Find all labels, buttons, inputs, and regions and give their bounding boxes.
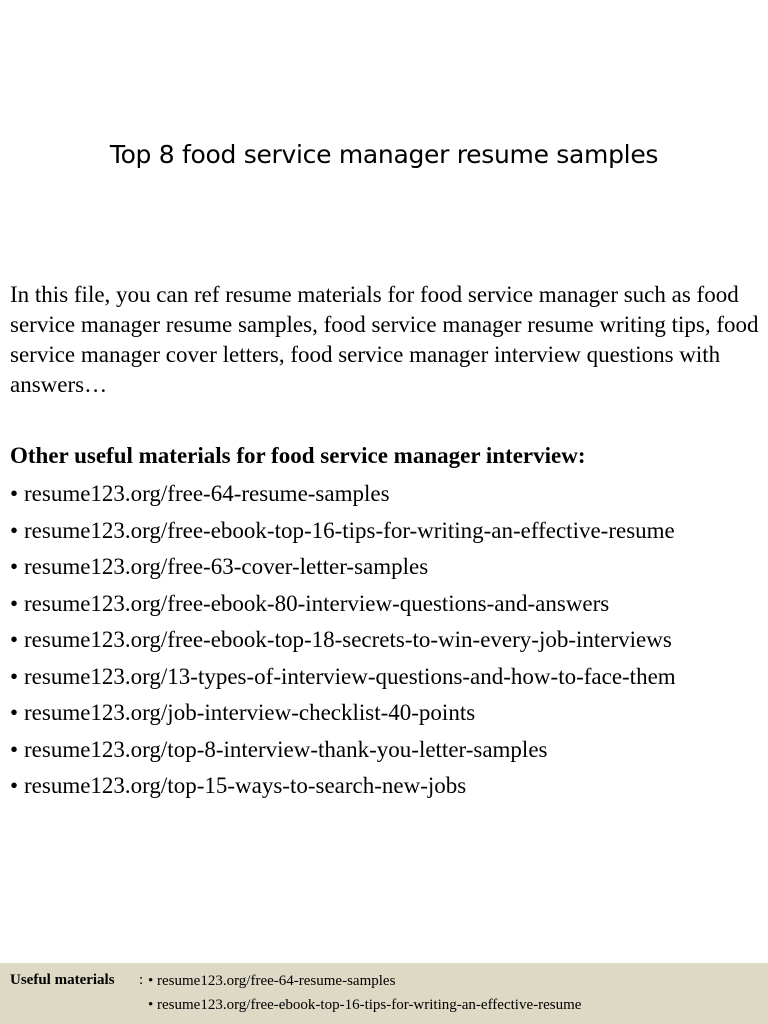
- bullet-icon: •: [10, 590, 19, 616]
- footer-bar: [0, 963, 768, 1024]
- bullet-icon: •: [10, 627, 19, 652]
- bullet-icon: •: [10, 663, 19, 689]
- list-item: [10, 478, 676, 515]
- bullet-icon: •: [148, 973, 154, 989]
- list-item: [10, 624, 676, 661]
- intro-paragraph: In this file, you can ref resume materials for food service manager such as food service manager resume samples, food service manager resume writing tips, food service manager cover letters, food service manager interview questions with answers…: [10, 282, 759, 397]
- material-link[interactable]: resume123.org/top-15-ways-to-search-new-jobs: [24, 773, 467, 798]
- list-item: [10, 770, 676, 807]
- bullet-icon: •: [148, 997, 154, 1013]
- material-link[interactable]: resume123.org/job-interview-checklist-40-points: [24, 700, 476, 725]
- bullet-icon: •: [10, 736, 19, 762]
- bullet-icon: •: [10, 517, 19, 543]
- footer-link[interactable]: resume123.org/free-64-resume-samples: [157, 973, 396, 989]
- list-item: [10, 734, 676, 771]
- bullet-icon: •: [10, 700, 19, 725]
- materials-list: [10, 478, 676, 807]
- bullet-icon: •: [10, 773, 19, 798]
- list-item: [10, 661, 676, 698]
- footer-colon: :: [139, 972, 144, 988]
- footer-link[interactable]: resume123.org/free-ebook-top-16-tips-for-writing-an-effective-resume: [157, 997, 582, 1013]
- page-title: Top 8 food service manager resume samples: [109, 140, 659, 169]
- material-link[interactable]: resume123.org/free-63-cover-letter-samples: [24, 554, 429, 579]
- material-link[interactable]: resume123.org/top-8-interview-thank-you-letter-samples: [24, 736, 548, 762]
- list-item: [10, 697, 676, 734]
- list-item: [10, 588, 676, 625]
- footer-label: Useful materials: [10, 972, 115, 988]
- material-link[interactable]: resume123.org/free-64-resume-samples: [24, 481, 390, 506]
- material-link[interactable]: resume123.org/free-ebook-top-16-tips-for-writing-an-effective-resume: [24, 517, 675, 543]
- bullet-icon: •: [10, 481, 19, 506]
- list-item: [10, 515, 676, 552]
- list-item: [148, 996, 581, 1020]
- list-item: [10, 551, 676, 588]
- materials-heading: Other useful materials for food service manager interview:: [10, 443, 586, 468]
- footer-links: [148, 972, 581, 1020]
- bullet-icon: •: [10, 554, 19, 579]
- material-link[interactable]: resume123.org/free-ebook-top-18-secrets-to-win-every-job-interviews: [24, 627, 672, 652]
- material-link[interactable]: resume123.org/free-ebook-80-interview-questions-and-answers: [24, 590, 610, 616]
- material-link[interactable]: resume123.org/13-types-of-interview-questions-and-how-to-face-them: [24, 663, 676, 689]
- list-item: [148, 972, 581, 996]
